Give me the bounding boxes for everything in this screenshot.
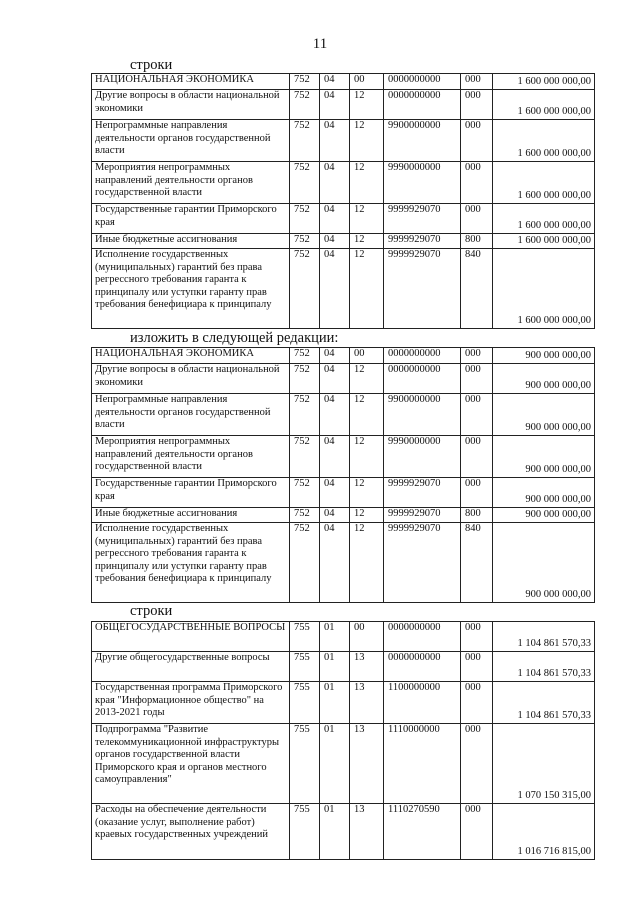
code-target: 0000000000 [384,364,461,394]
budget-table-revised [91,347,595,603]
row-name: Расходы на обеспечение деятельности (оказание услуг, выполнение работ) краевых государственных учреждений [92,804,290,860]
code-section: 04 [320,364,350,394]
code-target: 9999929070 [384,478,461,508]
row-amount: 900 000 000,00 [493,348,595,364]
row-amount: 900 000 000,00 [493,364,595,394]
section-caption: изложить в следующей редакции: [130,330,339,346]
code-section: 01 [320,652,350,682]
code-subsection: 00 [350,74,384,90]
code-target: 9999929070 [384,234,461,249]
table-row [92,74,595,90]
row-amount: 1 600 000 000,00 [493,74,595,90]
code-section: 04 [320,436,350,478]
code-target: 0000000000 [384,74,461,90]
code-expense-type: 000 [461,74,493,90]
row-name: ОБЩЕГОСУДАРСТВЕННЫЕ ВОПРОСЫ [92,622,290,652]
row-amount: 900 000 000,00 [493,436,595,478]
code-subsection: 12 [350,394,384,436]
table-row [92,508,595,523]
table-row [92,90,595,120]
code-expense-type: 840 [461,523,493,603]
row-name: Иные бюджетные ассигнования [92,508,290,523]
code-section: 04 [320,90,350,120]
code-target: 1110000000 [384,724,461,804]
row-amount: 900 000 000,00 [493,394,595,436]
row-amount: 1 070 150 315,00 [493,724,595,804]
budget-table-original-2 [91,621,595,860]
code-grbs: 755 [290,652,320,682]
row-amount: 1 016 716 815,00 [493,804,595,860]
code-subsection: 12 [350,523,384,603]
code-subsection: 00 [350,348,384,364]
code-target: 9999929070 [384,508,461,523]
code-section: 04 [320,508,350,523]
code-target: 9900000000 [384,120,461,162]
code-expense-type: 000 [461,364,493,394]
code-grbs: 752 [290,508,320,523]
row-name: НАЦИОНАЛЬНАЯ ЭКОНОМИКА [92,74,290,90]
row-name: Непрограммные направления деятельности органов государственной власти [92,120,290,162]
code-expense-type: 000 [461,652,493,682]
budget-table-original [91,73,595,329]
code-section: 04 [320,120,350,162]
table-row [92,622,595,652]
row-name: Иные бюджетные ассигнования [92,234,290,249]
code-expense-type: 000 [461,90,493,120]
code-target: 0000000000 [384,652,461,682]
code-target: 1100000000 [384,682,461,724]
code-expense-type: 000 [461,436,493,478]
row-name: Другие вопросы в области национальной экономики [92,90,290,120]
code-grbs: 752 [290,162,320,204]
code-target: 9900000000 [384,394,461,436]
table-row [92,478,595,508]
code-expense-type: 000 [461,478,493,508]
code-expense-type: 000 [461,162,493,204]
code-expense-type: 000 [461,120,493,162]
code-section: 01 [320,804,350,860]
code-target: 0000000000 [384,622,461,652]
row-amount: 1 600 000 000,00 [493,90,595,120]
code-section: 04 [320,204,350,234]
table-row [92,436,595,478]
code-expense-type: 000 [461,204,493,234]
row-name: Непрограммные направления деятельности органов государственной власти [92,394,290,436]
code-grbs: 752 [290,249,320,329]
row-name: НАЦИОНАЛЬНАЯ ЭКОНОМИКА [92,348,290,364]
row-amount: 1 104 861 570,33 [493,682,595,724]
code-grbs: 752 [290,364,320,394]
code-expense-type: 000 [461,804,493,860]
section-caption: строки [130,57,173,73]
table-row [92,348,595,364]
code-subsection: 13 [350,682,384,724]
code-subsection: 12 [350,249,384,329]
code-section: 04 [320,162,350,204]
row-amount: 1 104 861 570,33 [493,652,595,682]
table-row [92,523,595,603]
code-subsection: 13 [350,652,384,682]
code-grbs: 752 [290,204,320,234]
code-section: 04 [320,249,350,329]
row-name: Мероприятия непрограммных направлений деятельности органов государственной власти [92,162,290,204]
table-row [92,804,595,860]
row-name: Исполнение государственных (муниципальных) гарантий без права регрессного требования гаранта к принципалу или уступки гаранту прав требования бенефициара к принципалу [92,523,290,603]
code-subsection: 12 [350,90,384,120]
code-grbs: 755 [290,724,320,804]
code-expense-type: 840 [461,249,493,329]
code-expense-type: 000 [461,394,493,436]
code-target: 0000000000 [384,348,461,364]
code-subsection: 12 [350,436,384,478]
code-grbs: 755 [290,622,320,652]
code-expense-type: 000 [461,622,493,652]
code-target: 9990000000 [384,162,461,204]
code-grbs: 752 [290,523,320,603]
row-name: Другие общегосударственные вопросы [92,652,290,682]
code-section: 04 [320,348,350,364]
code-grbs: 752 [290,120,320,162]
row-amount: 1 600 000 000,00 [493,249,595,329]
code-section: 04 [320,394,350,436]
code-target: 9990000000 [384,436,461,478]
code-expense-type: 000 [461,682,493,724]
table-row [92,724,595,804]
page-number: 11 [312,36,328,52]
table-row [92,364,595,394]
row-name: Подпрограмма "Развитие телекоммуникационной инфраструктуры органов государственной власти Приморского края и органов местного самоуправления" [92,724,290,804]
row-amount: 1 600 000 000,00 [493,162,595,204]
code-subsection: 12 [350,204,384,234]
code-target: 9999929070 [384,204,461,234]
code-section: 04 [320,478,350,508]
table-row [92,394,595,436]
row-name: Государственные гарантии Приморского края [92,478,290,508]
row-name: Государственные гарантии Приморского края [92,204,290,234]
table-row [92,682,595,724]
code-subsection: 12 [350,234,384,249]
code-grbs: 752 [290,90,320,120]
code-target: 1110270590 [384,804,461,860]
code-subsection: 12 [350,478,384,508]
code-subsection: 12 [350,120,384,162]
code-subsection: 12 [350,508,384,523]
table-row [92,652,595,682]
code-section: 04 [320,234,350,249]
row-amount: 900 000 000,00 [493,523,595,603]
row-amount: 900 000 000,00 [493,478,595,508]
code-grbs: 752 [290,234,320,249]
code-grbs: 752 [290,348,320,364]
row-name: Мероприятия непрограммных направлений деятельности органов государственной власти [92,436,290,478]
row-amount: 900 000 000,00 [493,508,595,523]
table-row [92,234,595,249]
code-grbs: 755 [290,804,320,860]
code-section: 04 [320,523,350,603]
code-section: 01 [320,724,350,804]
code-subsection: 12 [350,162,384,204]
code-subsection: 13 [350,804,384,860]
row-amount: 1 600 000 000,00 [493,204,595,234]
code-expense-type: 000 [461,724,493,804]
code-section: 01 [320,682,350,724]
code-expense-type: 000 [461,348,493,364]
code-target: 9999929070 [384,523,461,603]
code-grbs: 752 [290,436,320,478]
code-section: 01 [320,622,350,652]
code-grbs: 755 [290,682,320,724]
row-amount: 1 600 000 000,00 [493,234,595,249]
code-expense-type: 800 [461,508,493,523]
section-caption: строки [130,603,173,619]
code-grbs: 752 [290,394,320,436]
table-row [92,120,595,162]
row-amount: 1 104 861 570,33 [493,622,595,652]
code-subsection: 12 [350,364,384,394]
row-amount: 1 600 000 000,00 [493,120,595,162]
code-target: 9999929070 [384,249,461,329]
code-subsection: 00 [350,622,384,652]
code-section: 04 [320,74,350,90]
table-row [92,204,595,234]
code-target: 0000000000 [384,90,461,120]
table-row [92,162,595,204]
row-name: Государственная программа Приморского края "Информационное общество" на 2013-2021 годы [92,682,290,724]
code-grbs: 752 [290,478,320,508]
code-expense-type: 800 [461,234,493,249]
row-name: Исполнение государственных (муниципальных) гарантий без права регрессного требования гаранта к принципалу или уступки гаранту прав требования бенефициара к принципалу [92,249,290,329]
code-grbs: 752 [290,74,320,90]
code-subsection: 13 [350,724,384,804]
row-name: Другие вопросы в области национальной экономики [92,364,290,394]
table-row [92,249,595,329]
